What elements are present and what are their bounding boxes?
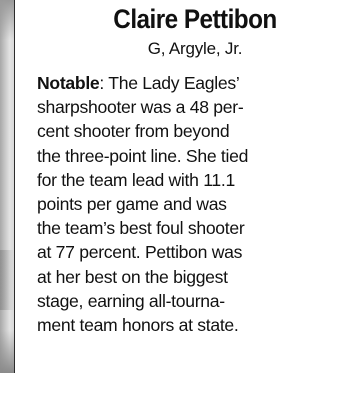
- notable-paragraph: [37, 71, 353, 337]
- paragraph-line: sharpshooter was a 48 per-: [37, 97, 244, 118]
- profile-block: [37, 0, 353, 337]
- paragraph-line: the team’s best foul shooter: [37, 218, 245, 239]
- paragraph-line: stage, earning all-tourna-: [37, 290, 225, 311]
- photo-shade-mid: [0, 250, 14, 310]
- player-meta: G, Argyle, Jr.: [147, 39, 243, 58]
- paragraph-line: at her best on the biggest: [37, 266, 228, 287]
- paragraph-line: ment team honors at state.: [37, 315, 239, 336]
- paragraph-line: points per game and was: [37, 194, 227, 215]
- paragraph-line: cent shooter from beyond: [37, 121, 230, 142]
- notable-label: Notable: [37, 73, 100, 93]
- paragraph-line: [37, 71, 353, 95]
- paragraph-line: at 77 percent. Pettibon was: [37, 242, 243, 263]
- notable-intro: : The Lady Eagles’: [99, 73, 240, 93]
- paragraph-line: for the team lead with 11.1: [37, 169, 235, 190]
- photo-shade-top: [0, 0, 14, 40]
- paragraph-line: the three-point line. She tied: [37, 145, 249, 166]
- player-photo-edge: [0, 0, 15, 373]
- photo-shade-bottom: [0, 330, 14, 373]
- player-name: Claire Pettibon: [113, 4, 277, 34]
